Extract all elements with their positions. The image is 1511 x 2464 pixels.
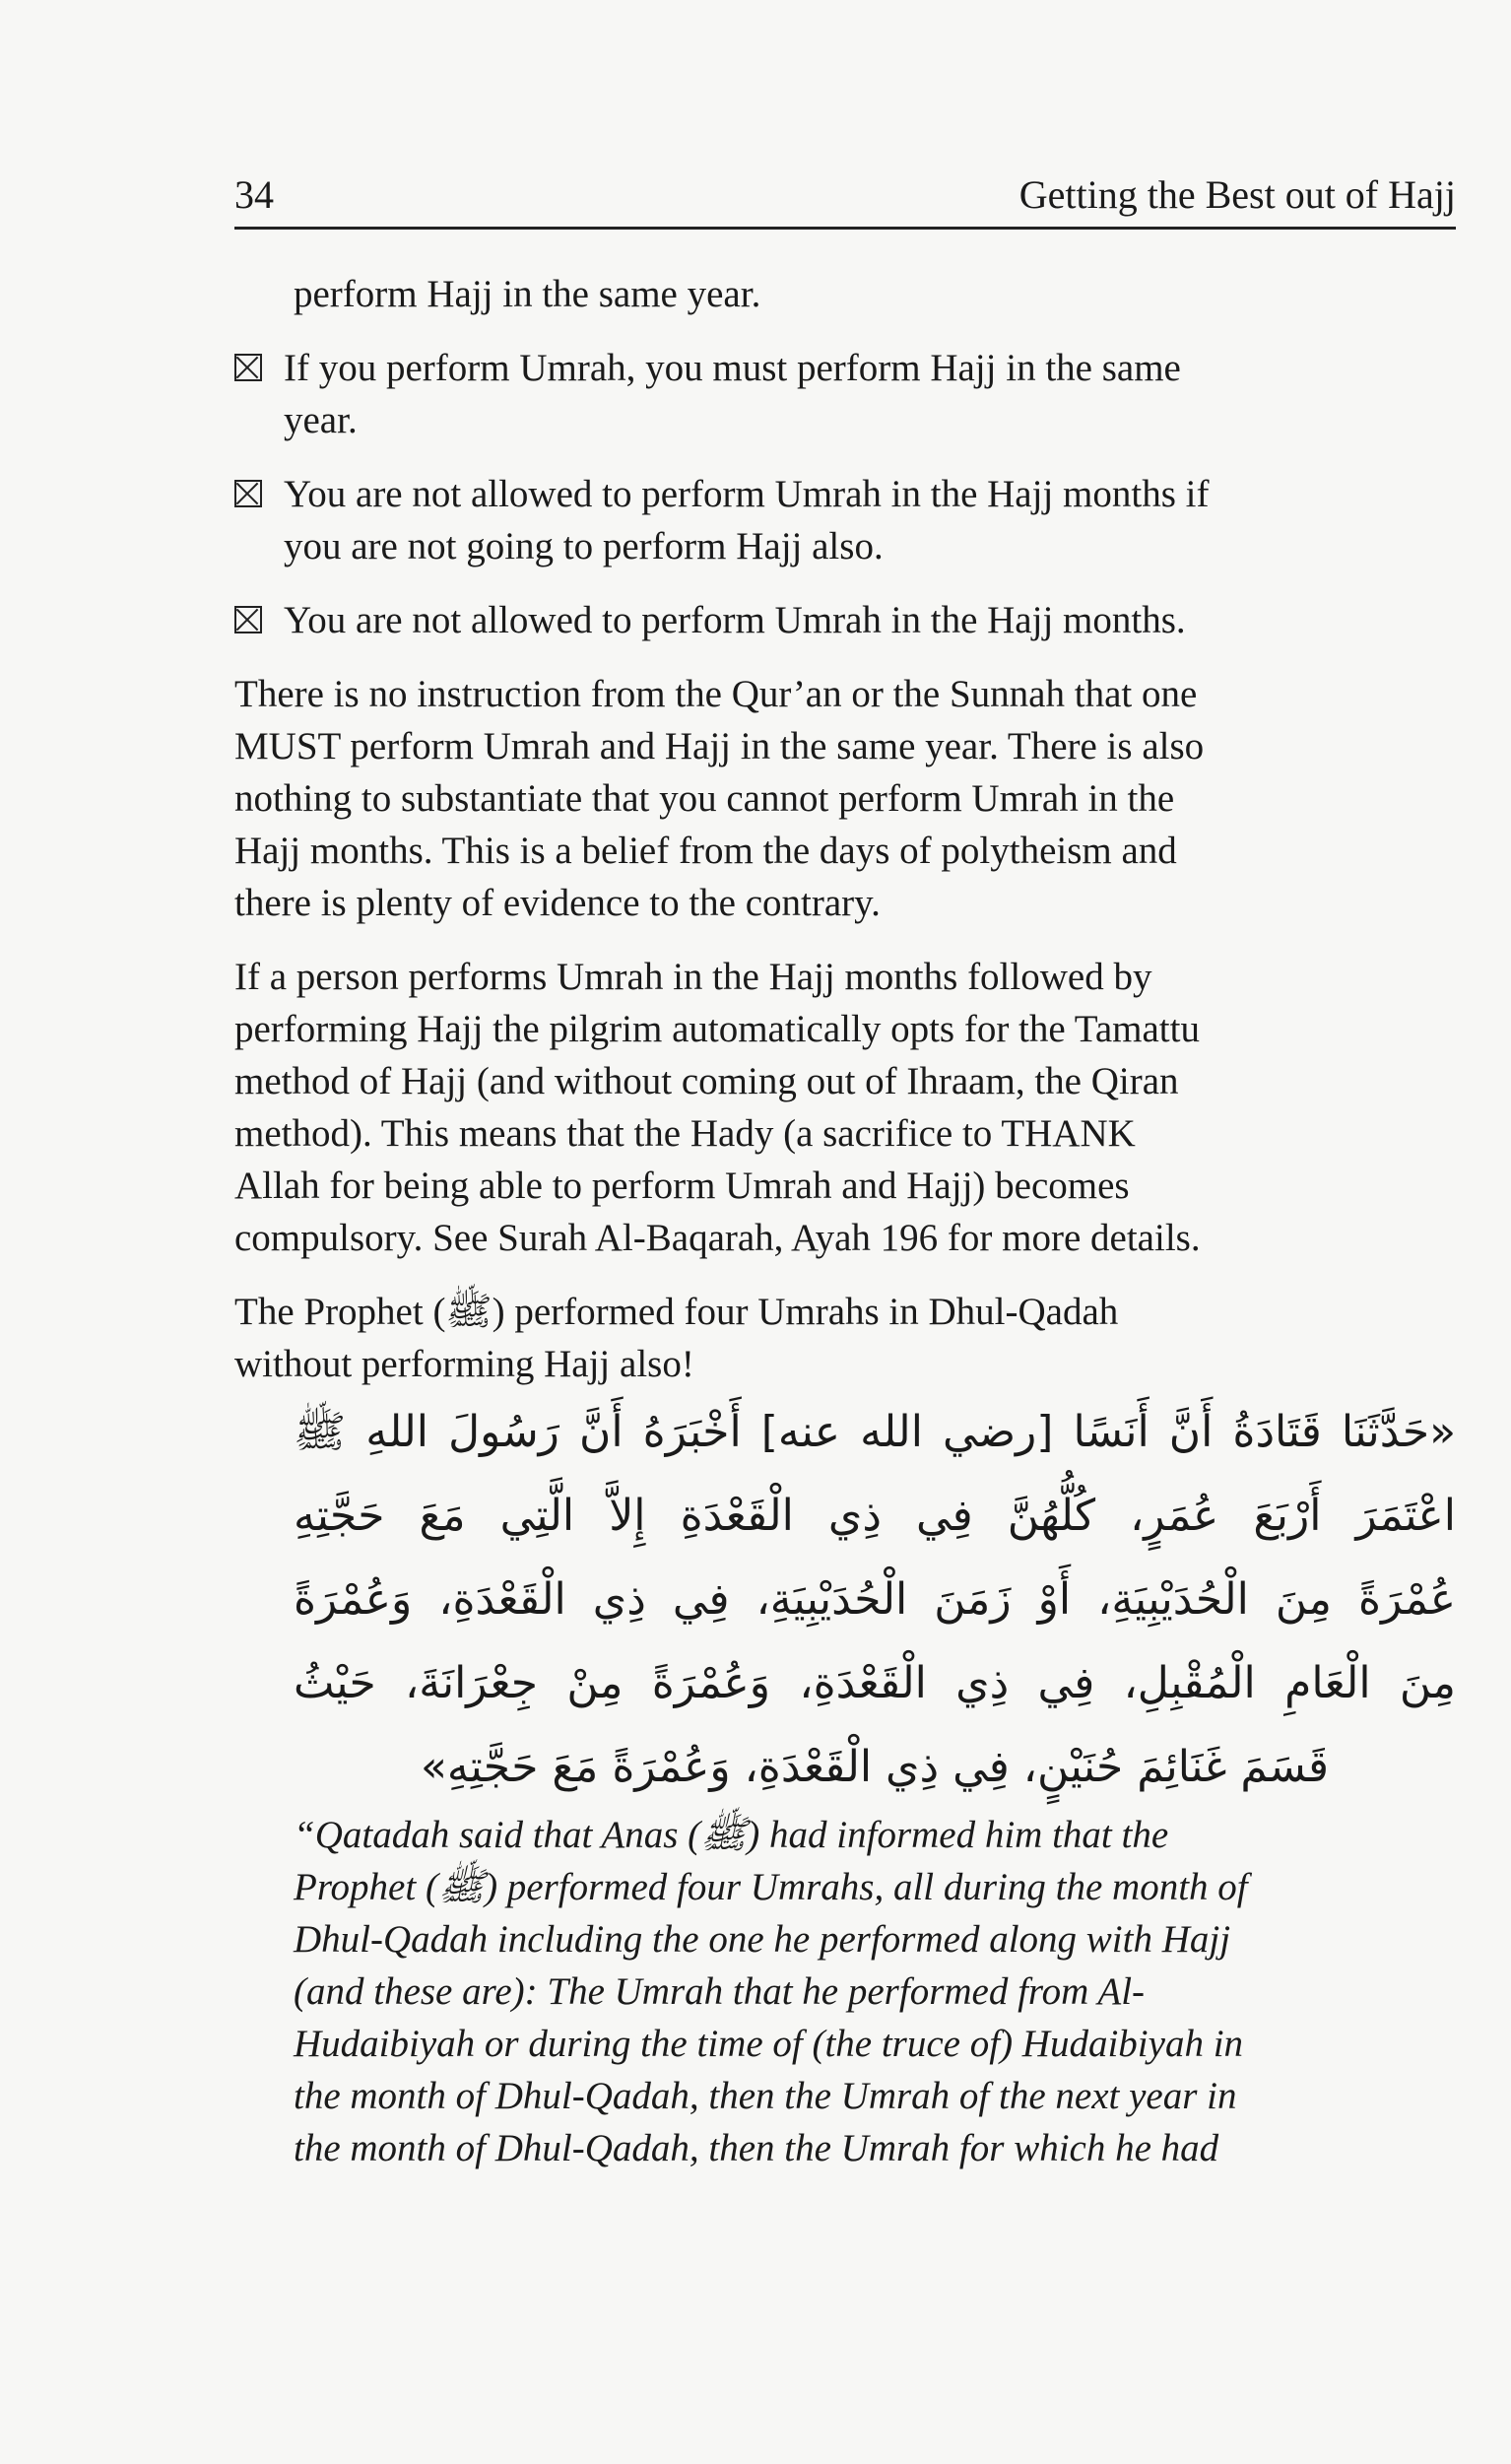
checkbox-x-icon (234, 606, 262, 633)
arabic-line: قَسَمَ غَنَائِمَ حُنَيْنٍ، فِي ذِي الْقَعْدَةِ، وَعُمْرَةً مَعَ حَجَّتِهِ» (421, 1742, 1329, 1792)
bullet-line: If you perform Umrah, you must perform Hajj in the same (284, 347, 1181, 389)
paragraph-1 (234, 668, 1456, 929)
page-body (234, 268, 1456, 2174)
arabic-line: مِنَ الْعَامِ الْمُقْبِلِ، فِي ذِي الْقَعْدَةِ، وَعُمْرَةً مِنْ جِعْرَانَةَ، حَيْثُ (294, 1658, 1456, 1708)
running-head: Getting the Best out of Hajj (1018, 172, 1456, 217)
paragraph-line: performing Hajj the pilgrim automatically opts for the Tamattu (234, 1008, 1200, 1050)
bullet-line: You are not allowed to perform Umrah in the Hajj months. (284, 599, 1186, 641)
paragraph-line: The Prophet (ﷺ) performed four Umrahs in Dhul-Qadah (234, 1291, 1119, 1333)
paragraph-line: There is no instruction from the Qur’an or the Sunnah that one (234, 673, 1198, 715)
bullet-item-3 (234, 594, 1456, 646)
checkbox-x-icon (234, 480, 262, 507)
paragraph-3 (234, 1286, 1456, 1390)
paragraph-line: there is plenty of evidence to the contrary. (234, 882, 881, 924)
arabic-line: اعْتَمَرَ أَرْبَعَ عُمَرٍ، كُلُّهُنَّ فِي ذِي الْقَعْدَةِ إِلاَّ الَّتِي مَعَ حَجَّتِهِ (294, 1491, 1456, 1541)
paragraph-line: Allah for being able to perform Umrah and Hajj) becomes (234, 1165, 1130, 1207)
arabic-line: عُمْرَةً مِنَ الْحُدَيْبِيَةِ، أَوْ زَمَنَ الْحُدَيْبِيَةِ، فِي ذِي الْقَعْدَةِ، وَعُمْرَةً (294, 1574, 1456, 1625)
translation-line: Hudaibiyah or during the time of (the truce of) Hudaibiyah in (294, 2023, 1244, 2065)
arabic-line: «حَدَّثَنَا قَتَادَةُ أَنَّ أَنَسًا [رضي الله عنه] أَخْبَرَهُ أَنَّ رَسُولَ اللهِ ﷺ (294, 1407, 1456, 1457)
translation-line: the month of Dhul-Qadah, then the Umrah for which he had (294, 2127, 1219, 2169)
bullet-item-2 (234, 468, 1456, 572)
translation-line: the month of Dhul-Qadah, then the Umrah of the next year in (294, 2075, 1237, 2117)
hadith-translation (234, 1809, 1456, 2174)
paragraph-line: without performing Hajj also! (234, 1343, 694, 1385)
paragraph-line: compulsory. See Surah Al-Baqarah, Ayah 196 for more details. (234, 1217, 1201, 1259)
paragraph-2 (234, 951, 1456, 1264)
translation-line: Prophet (ﷺ) performed four Umrahs, all during the month of (294, 1866, 1248, 1908)
arabic-hadith (234, 1390, 1456, 1809)
checkbox-x-icon (234, 354, 262, 381)
paragraph-line: Hajj months. This is a belief from the days of polytheism and (234, 830, 1177, 872)
paragraph-line: method of Hajj (and without coming out of Ihraam, the Qiran (234, 1060, 1179, 1102)
paragraph-line: nothing to substantiate that you cannot perform Umrah in the (234, 777, 1175, 820)
bullet-item-1 (234, 342, 1456, 446)
paragraph-line: method). This means that the Hady (a sacrifice to THANK (234, 1112, 1136, 1155)
bullet-line: You are not allowed to perform Umrah in the Hajj months if (284, 473, 1210, 515)
bullet-line: you are not going to perform Hajj also. (284, 525, 884, 567)
translation-line: (and these are): The Umrah that he performed from Al- (294, 1970, 1146, 2013)
bullet-line: year. (284, 399, 358, 441)
continuation-line: perform Hajj in the same year. (294, 273, 761, 315)
page-header (234, 166, 1456, 230)
translation-line: Dhul-Qadah including the one he performed along with Hajj (294, 1918, 1231, 1961)
page-number: 34 (234, 172, 274, 217)
paragraph-line: MUST perform Umrah and Hajj in the same year. There is also (234, 725, 1205, 767)
paragraph-line: If a person performs Umrah in the Hajj months followed by (234, 956, 1152, 998)
translation-line: “Qatadah said that Anas (ﷺ) had informed him that the (294, 1814, 1169, 1856)
